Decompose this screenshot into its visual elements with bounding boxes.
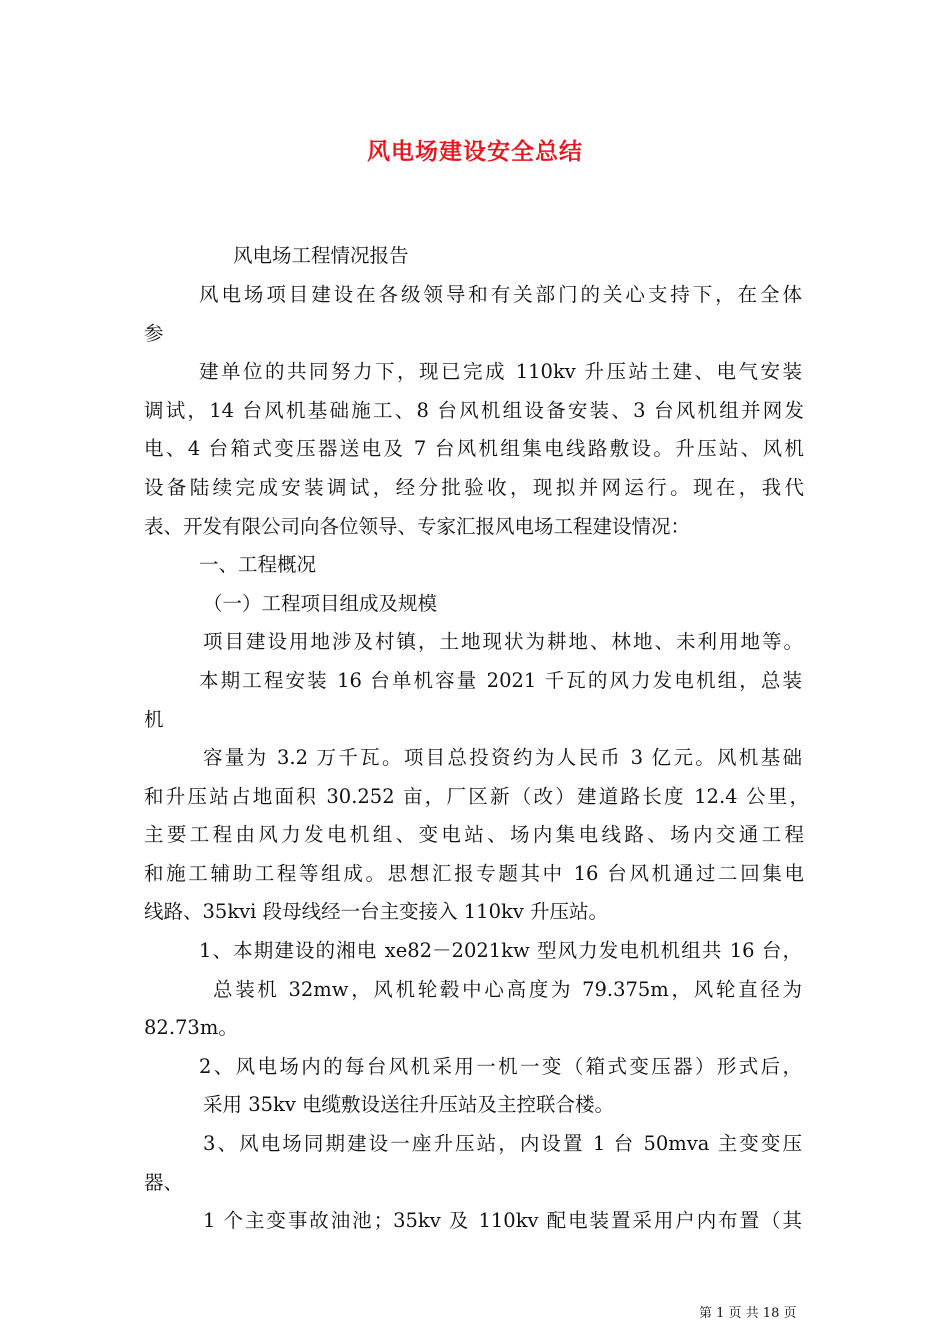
text-line: 总装机 32mw，风机轮毂中心高度为 79.375m，风轮直径为 [213,978,802,1001]
text-line: 建单位的共同努力下，现已完成 110kv 升压站土建、电气安装 [199,360,802,383]
text-line: 参 [144,322,164,345]
text-line: 风电场项目建设在各级领导和有关部门的关心支持下，在全体 [199,283,802,306]
text-line: 和施工辅助工程等组成。思想汇报专题其中 16 台风机通过二回集电 [144,862,804,885]
text-line: 设备陆续完成安装调试，经分批验收，现拟并网运行。现在，我代 [144,476,804,499]
text-line: 项目建设用地涉及村镇，土地现状为耕地、林地、未利用地等。 [203,630,803,653]
document-title: 风电场建设安全总结 [367,139,583,165]
text-line: 采用 35kv 电缆敷设送往升压站及主控联合楼。 [203,1093,615,1116]
text-line: 1 个主变事故油池；35kv 及 110kv 配电装置采用户内布置（其 [203,1209,802,1232]
text-line: 调试，14 台风机基础施工、8 台风机组设备安装、3 台风机组并网发 [144,399,804,422]
text-line: 本期工程安装 16 台单机容量 2021 千瓦的风力发电机组，总装 [199,669,802,692]
text-line: 3、风电场同期建设一座升压站，内设置 1 台 50mva 主变变压 [203,1132,802,1155]
text-line: 器、 [144,1171,184,1194]
text-line: 电、4 台箱式变压器送电及 7 台风机组集电线路敷设。升压站、风机 [144,437,804,460]
text-line: （一）工程项目组成及规模 [203,592,438,615]
text-line: 线路、35kvi 段母线经一台主变接入 110kv 升压站。 [144,900,609,923]
text-line: 风电场工程情况报告 [233,244,409,267]
text-line: 和升压站占地面积 30.252 亩，厂区新（改）建道路长度 12.4 公里， [144,785,809,808]
text-line: 2、风电场内的每台风机采用一机一变（箱式变压器）形式后， [199,1055,802,1078]
text-line: 1、本期建设的湘电 xe82－2021kw 型风力发电机机组共 16 台， [199,939,802,962]
text-line: 机 [144,708,164,731]
text-line: 表、开发有限公司向各位领导、专家汇报风电场工程建设情况： [144,515,691,538]
text-line: 一、工程概况 [199,553,317,576]
text-line: 容量为 3.2 万千瓦。项目总投资约为人民币 3 亿元。风机基础 [203,746,802,769]
text-line: 主要工程由风力发电机组、变电站、场内集电线路、场内交通工程 [144,823,804,846]
text-line: 82.73m。 [144,1016,238,1039]
page-number: 第 1 页 共 18 页 [699,1306,797,1321]
